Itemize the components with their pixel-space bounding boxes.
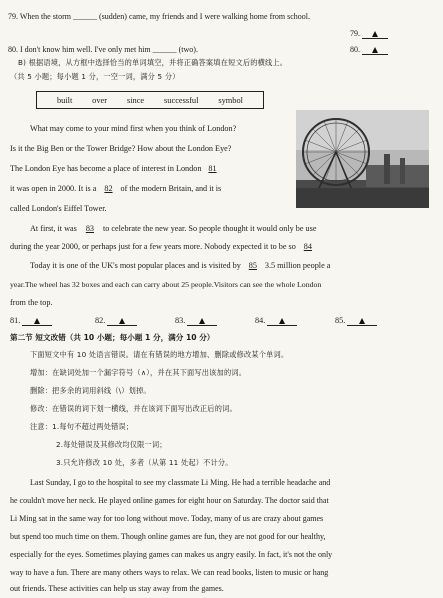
caret-icon [359,318,365,324]
caret-icon [279,318,285,324]
answer-84: 84. [255,316,297,326]
answer-85: 85. [335,316,377,326]
rule-line-3: 删除：把多余的词用斜线（\）划掉。 [30,386,151,395]
essay-line-1: Last Sunday, I go to the hospital to see my classmate Li Ming. He had a terrible headache and [30,478,331,487]
passage-line-10: from the top. [10,298,53,307]
blank-81: 81 [208,164,217,173]
passage-line-7: during the year 2000, or perhaps just for a few years more. Nobody expected it to be so 84 [10,242,318,252]
essay-line-4: but spend too much time on them. Though online games are fun, they are not good for our healthy, [10,532,326,541]
section-b-scoring: （共 5 小题；每小题 1 分，一空一词，满分 5 分） [10,72,180,81]
passage-line-2: Is it the Big Ben or the Tower Bridge? How about the London Eye? [10,144,232,153]
answer-slot-80 [350,45,388,55]
blank-83: 83 [85,224,94,233]
passage-line-9: year.The wheel has 32 boxes and each can carry about 25 people.Visitors can see the whole London [10,280,322,289]
passage-line-5: called London's Eiffel Tower. [10,204,107,213]
word-option: over [92,95,108,105]
question-79-text: 79. When the storm ______ (sudden) came, my friends and I were walking home from school. [8,12,310,21]
rule-line-2: 增加：在缺词处加一个漏字符号（∧），并在其下面写出该加的词。 [30,368,247,377]
rule-line-6: 2.每处错误及其修改均仅限一词； [56,440,167,449]
word-option: built [56,95,73,105]
passage-line-3: The London Eye has become a place of interest in London 81 [10,164,221,174]
essay-line-7: out friends. These activities can help us stay away from the games. [10,584,224,593]
essay-line-5: especially for the eyes. Sometimes playing games can makes us angry easily. In fact, it's not the only [10,550,333,559]
answer-83: 83. [175,316,217,326]
london-eye-photo [296,110,429,208]
essay-line-2: he couldn't move her neck. He played online games for eight hour on Saturday. The doctor said that [10,496,329,505]
answer-82: 82. [95,316,137,326]
word-option: since [126,95,145,105]
caret-icon [372,47,378,53]
rule-line-7: 3.只允许修改 10 处，多者（从第 11 处起）不计分。 [56,458,233,467]
answer-label-79: 79. [350,29,360,38]
word-option: successful [164,95,199,105]
rule-line-1: 下面短文中有 10 处语言错误。请在有错误的地方增加、删除或修改某个单词。 [30,350,289,359]
question-79 [8,12,310,22]
caret-icon [34,318,40,324]
question-80 [8,45,198,55]
word-box [36,91,264,109]
question-80-text: 80. I don't know him well. I've only met him ______ (two). [8,45,198,54]
word-option: symbol [218,95,243,105]
passage-line-6: At first, it was 83 to celebrate the new year. So people thought it would only be use [30,224,317,233]
caret-icon [119,318,125,324]
section-b-instruction: B) 根据语境，从方框中选择恰当的单词填空，并将正确答案填在短文后的横线上。 [18,58,288,67]
blank-82: 82 [104,184,113,193]
blank-85: 85 [248,261,257,270]
answer-label-80: 80. [350,45,360,54]
essay-line-3: Li Ming sat in the same way for too long without move. Today, many of us are crazy about games [10,514,324,523]
blank-84: 84 [303,242,312,251]
passage-line-1: What may come to your mind first when you think of London? [30,124,237,133]
rule-line-5: 注意：1.每句不超过两处错误； [30,422,134,431]
essay-line-6: way to have a fun. There are many others ways to relax. We can read books, listen to music or hang [10,568,329,577]
passage-line-8: Today it is one of the UK's most popular places and is visited by 85 3.5 million people a [30,261,331,270]
rule-line-4: 修改：在错误的词下划一横线，并在该词下面写出改正后的词。 [30,404,237,413]
section-2-title: 第二节 短文改错（共 10 小题；每小题 1 分，满分 10 分） [10,333,215,342]
caret-icon [372,31,378,37]
london-eye-illustration [296,110,429,208]
caret-icon [199,318,205,324]
passage-line-4: it was open in 2000. It is a 82 of the modern Britain, and it is [10,184,222,193]
answer-81: 81. [10,316,52,326]
answer-slot-79 [350,29,388,39]
